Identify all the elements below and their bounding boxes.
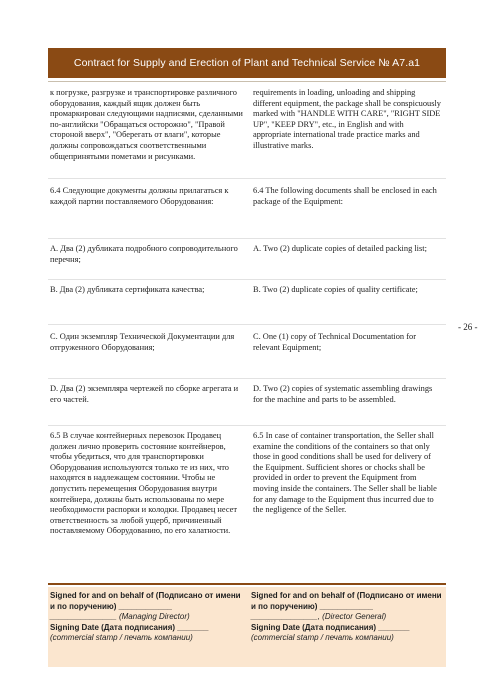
russian-text-cell: B. Два (2) дубликата сертификата качества; (50, 285, 205, 294)
english-text-cell: D. Two (2) copies of systematic assembling drawings for the machine and parts to be assembled. (253, 384, 433, 404)
table-row (48, 426, 446, 589)
commercial-stamp-label: (commercial stamp / печать компании) (50, 633, 193, 643)
signature-footer (48, 587, 446, 667)
page-number: - 26 - (458, 322, 478, 332)
english-text-cell: 6.5 In case of container transportation, the Seller shall examine the conditions of the containers so that only those in good conditions shall be used for delivery of the Equipment. Sufficient shores or chocks shall be provided in order to prevent the Equipment from moving inside the containers. The Seller shall be liable for any damage to the Equipment thus incurred due to the negligence of the Seller. (253, 431, 437, 515)
footer-divider (48, 583, 446, 585)
document-header (48, 48, 446, 78)
header-divider (48, 81, 446, 82)
signed-on-behalf-label: Signed for and on behalf of (Подписано от имени и по поручению) ____________ (251, 591, 442, 611)
table-row (48, 239, 446, 280)
bilingual-clause-table (48, 86, 446, 589)
signature-block-right (245, 587, 446, 667)
signing-date-label: Signing Date (Дата подписания) _______ (251, 622, 410, 632)
signature-block-left (48, 587, 245, 667)
signing-date-label: Signing Date (Дата подписания) _______ (50, 622, 209, 632)
table-row (48, 179, 446, 239)
russian-text-cell: C. Один экземпляр Технической Документации для отгруженного Оборудования; (50, 332, 235, 352)
table-row (48, 86, 446, 179)
table-row (48, 379, 446, 426)
english-text-cell: C. One (1) copy of Technical Documentation for relevant Equipment; (253, 332, 416, 352)
signatory-role: _______________, (Director General) (251, 612, 387, 622)
russian-text-cell: D. Два (2) экземпляра чертежей по сборке агрегата и его частей. (50, 384, 239, 404)
table-row (48, 325, 446, 379)
document-title: Contract for Supply and Erection of Plant and Technical Service № A7.a1 (73, 57, 421, 69)
russian-text-cell: 6.5 В случае контейнерных перевозок Продавец должен лично проверить состояние контейнеров, чтобы убедиться, что для транспортировки Оборудования используются только те из них, что находятся в надлежащем состоянии. Чтобы не допустить перемещения Оборудования внутри контейнера, должны быть использованы по мере необходимости распорки и колодки. Продавец несет ответственность за любой ущерб, причиненный поставляемому Оборудованию, по его халатности. (50, 431, 238, 536)
russian-text-cell: к погрузке, разгрузке и транспортировке различного оборудования, каждый ящик должен быть промаркирован следующими надписями, сделанными по-английски "Обращаться осторожно", "Правой стороной вверх", "Оберегать от влаги", которые должны сопровождаться соответственными общепринятыми пометами и рисунками. (50, 88, 243, 161)
english-text-cell: 6.4 The following documents shall be enclosed in each package of the Equipment: (253, 186, 437, 206)
signed-on-behalf-label: Signed for and on behalf of (Подписано от имени и по поручению) ____________ (50, 591, 241, 611)
russian-text-cell: A. Два (2) дубликата подробного сопроводительного перечня; (50, 244, 238, 264)
table-row (48, 280, 446, 325)
english-text-cell: A. Two (2) duplicate copies of detailed packing list; (253, 244, 427, 253)
russian-text-cell: 6.4 Следующие документы должны прилагаться к каждой партии поставляемого Оборудования: (50, 186, 229, 206)
commercial-stamp-label: (commercial stamp / печать компании) (251, 633, 394, 643)
signatory-role: _______________ (Managing Director) (50, 612, 190, 622)
english-text-cell: B. Two (2) duplicate copies of quality certificate; (253, 285, 418, 294)
english-text-cell: requirements in loading, unloading and shipping different equipment, the package shall be conspicuously marked with "HANDLE WITH CARE", "RIGHT SIDE UP", "KEEP DRY", etc., in English and with appropriate international trade practice marks and illustrative marks. (253, 88, 441, 150)
